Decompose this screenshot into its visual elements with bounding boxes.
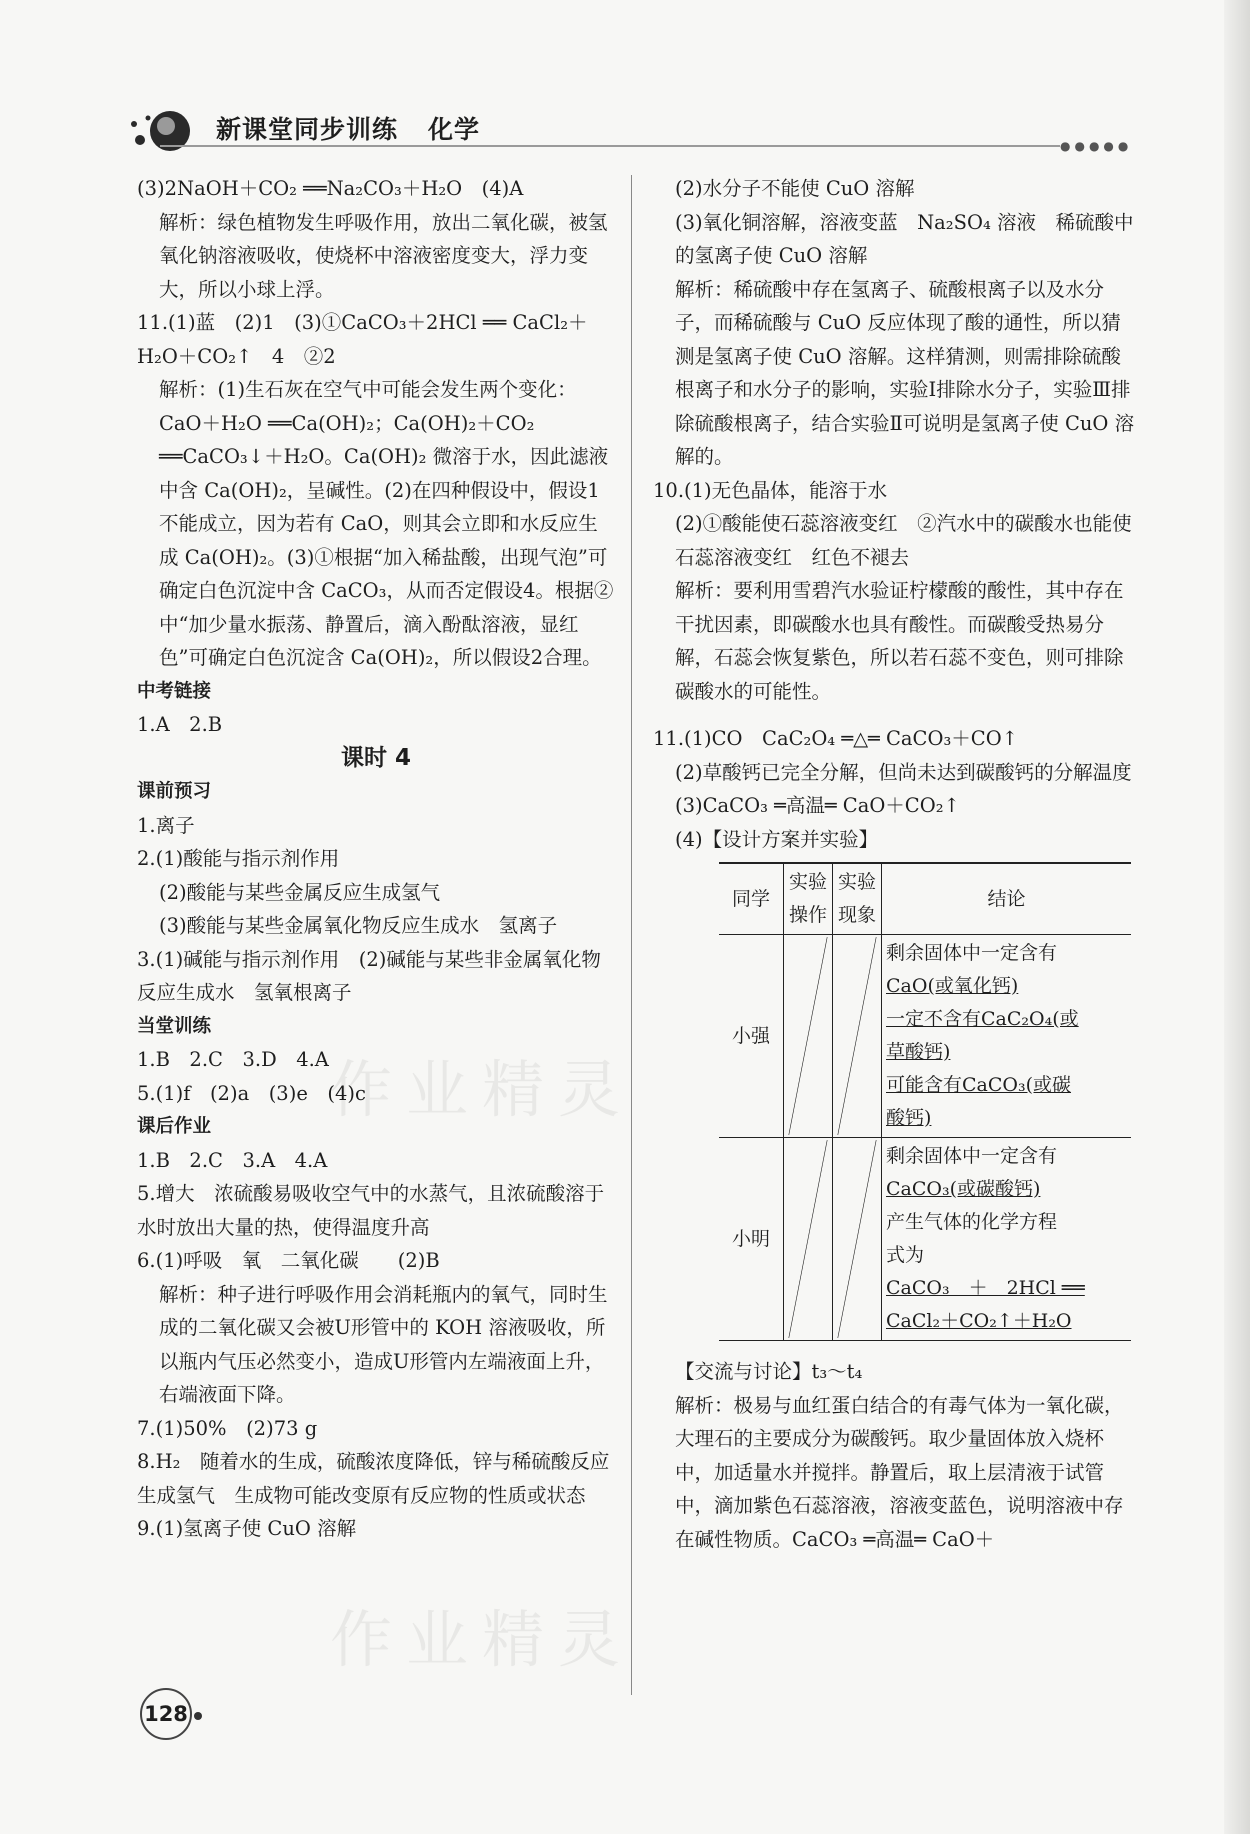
conclusion-line: CaO(或氧化钙) bbox=[886, 975, 1019, 997]
preview-item: 1.离子 bbox=[137, 813, 195, 837]
table-row bbox=[719, 935, 1131, 1138]
analysis-paragraph: 解析：极易与血红蛋白结合的有毒气体为一氧化碳，大理石的主要成分为碳酸钙。取少量固体放入烧杯中，加适量水并搅拌。静置后，取上层清液于试管中，滴加紫色石蕊溶液，溶液变蓝色，说明溶液中存在碱性物质。CaCO₃ ═高温═ CaO＋ bbox=[675, 1393, 1124, 1551]
conclusion-line: 酸钙) bbox=[886, 1107, 932, 1129]
empty-cell bbox=[833, 1138, 882, 1341]
experiment-table bbox=[719, 862, 1131, 1341]
analysis-paragraph: 解析：(1)生石灰在空气中可能会发生两个变化：CaO＋H₂O ══Ca(OH)₂；Ca(OH)₂＋CO₂ ══CaCO₃↓＋H₂O。Ca(OH)₂ 微溶于水，因此滤液中含 Ca(OH)₂，呈碱性。(2)在四种假设中，假设1不能成立，因为若有 CaO，则其会立即和水反应生成 Ca(OH)₂。(3)①根据“加入稀盐酸，出现气泡”可确定白色沉淀中含 CaCO₃，从而否定假设4。根据②中“加少量水振荡、静置后，滴入酚酞溶液，显红色”可确定白色沉淀含 Ca(OH)₂，所以假设2合理。 bbox=[159, 378, 614, 669]
answer-line: 11.(1)蓝 (2)1 (3)①CaCO₃＋2HCl ══ CaCl₂＋H₂O＋CO₂↑ 4 ②2 bbox=[137, 311, 588, 368]
empty-cell bbox=[784, 1138, 833, 1341]
class-item: 5.(1)f (2)a (3)e (4)c bbox=[137, 1081, 366, 1105]
answer-line: (3)2NaOH＋CO₂ ══Na₂CO₃＋H₂O (4)A bbox=[137, 177, 524, 200]
conclusion-line: 产生气体的化学方程 bbox=[886, 1211, 1058, 1233]
preview-item: 2.(1)酸能与指示剂作用 bbox=[137, 847, 340, 870]
preview-heading: 课前预习 bbox=[137, 781, 212, 802]
page-number-dot bbox=[194, 1712, 202, 1720]
conclusion-cell bbox=[882, 1138, 1132, 1341]
page-edge-shadow bbox=[1224, 0, 1250, 1834]
analysis-paragraph: 解析：稀硫酸中存在氢离子、硫酸根离子以及水分子，而稀硫酸与 CuO 反应体现了酸的通性，所以猜测是氢离子使 CuO 溶解。这样猜测，则需排除硫酸根离子和水分子的影响，实验Ⅰ排除水分子，实验Ⅲ排除硫酸根离子，结合实验Ⅱ可说明是氢离子使 CuO 溶解的。 bbox=[675, 277, 1135, 468]
analysis-paragraph: 解析：要利用雪碧汽水验证柠檬酸的酸性，其中存在干扰因素，即碳酸水也具有酸性。而碳酸受热易分解，石蕊会恢复紫色，所以若石蕊不变色，则可排除碳酸水的可能性。 bbox=[675, 579, 1124, 703]
table-header-row bbox=[719, 863, 1131, 935]
page-header bbox=[128, 100, 1128, 160]
empty-cell bbox=[833, 935, 882, 1138]
student-cell: 小强 bbox=[719, 935, 784, 1138]
discussion-line: 【交流与讨论】t₃～t₄ bbox=[675, 1360, 863, 1383]
table-header: 结论 bbox=[882, 863, 1132, 935]
table-header: 同学 bbox=[719, 863, 784, 935]
header-rule bbox=[160, 145, 1060, 147]
answer-line: (2)草酸钙已完全分解，但尚未达到碳酸钙的分解温度 bbox=[675, 760, 1132, 784]
conclusion-cell bbox=[882, 935, 1132, 1138]
homework-item: 6.(1)呼吸 氧 二氧化碳 (2)B bbox=[137, 1249, 440, 1272]
logo-icon bbox=[128, 106, 198, 156]
preview-item: 3.(1)碱能与指示剂作用 (2)碱能与某些非金属氧化物反应生成水 氢氧根离子 bbox=[137, 947, 601, 1004]
conclusion-line: CaCO₃ ＋ 2HCl ══ bbox=[886, 1277, 1085, 1299]
preview-item: (3)酸能与某些金属氧化物反应生成水 氢离子 bbox=[159, 914, 558, 937]
homework-item: 7.(1)50% (2)73 g bbox=[137, 1416, 318, 1440]
conclusion-line: CaCl₂＋CO₂↑＋H₂O bbox=[886, 1310, 1072, 1332]
analysis-paragraph: 解析：种子进行呼吸作用会消耗瓶内的氧气，同时生成的二氧化碳又会被U形管中的 KOH 溶液吸收，所以瓶内气压必然变小，造成U形管内左端液面上升，右端液面下降。 bbox=[159, 1282, 608, 1406]
answer-line: (3)氧化铜溶解，溶液变蓝 Na₂SO₄ 溶液 稀硫酸中的氢离子使 CuO 溶解 bbox=[675, 210, 1134, 267]
answer-line: (4)【设计方案并实验】 bbox=[675, 827, 879, 851]
column-divider bbox=[631, 175, 632, 1695]
conclusion-line: 一定不含有CaC₂O₄(或 bbox=[886, 1008, 1079, 1030]
conclusion-line: CaCO₃(或碳酸钙) bbox=[886, 1178, 1041, 1200]
homework-item: 8.H₂ 随着水的生成，硫酸浓度降低，锌与稀硫酸反应生成氢气 生成物可能改变原有反应物的性质或状态 bbox=[137, 1450, 610, 1507]
conclusion-line: 可能含有CaCO₃(或碳 bbox=[886, 1074, 1072, 1096]
watermark: 作业精灵 bbox=[330, 1053, 635, 1126]
conclusion-line: 剩余固体中一定含有 bbox=[886, 942, 1058, 964]
homework-item: 9.(1)氢离子使 CuO 溶解 bbox=[137, 1517, 357, 1540]
watermark: 作业精灵 bbox=[330, 1603, 635, 1676]
table-header: 实验现象 bbox=[833, 863, 882, 935]
table-header: 实验操作 bbox=[784, 863, 833, 935]
zhongkao-heading: 中考链接 bbox=[137, 680, 212, 702]
answer-line: (2)①酸能使石蕊溶液变红 ②汽水中的碳酸水也能使石蕊溶液变红 红色不褪去 bbox=[675, 512, 1132, 569]
subject-title: 化学 bbox=[428, 115, 481, 144]
header-dots: ●●●●● bbox=[1060, 139, 1133, 153]
class-item: 1.B 2.C 3.D 4.A bbox=[137, 1048, 329, 1071]
left-column bbox=[137, 172, 615, 1546]
empty-cell bbox=[784, 935, 833, 1138]
page-number: 128 bbox=[140, 1688, 192, 1740]
analysis-paragraph: 解析：绿色植物发生呼吸作用，放出二氧化碳，被氢氧化钠溶液吸收，使烧杯中溶液密度变大，浮力变大，所以小球上浮。 bbox=[159, 210, 608, 301]
conclusion-line: 剩余固体中一定含有 bbox=[886, 1145, 1058, 1167]
student-cell: 小明 bbox=[719, 1138, 784, 1341]
homework-item: 1.B 2.C 3.A 4.A bbox=[137, 1148, 328, 1172]
conclusion-line: 式为 bbox=[886, 1244, 925, 1266]
lesson-title: 课时 4 bbox=[340, 744, 411, 771]
answer-line: 10.(1)无色晶体，能溶于水 bbox=[653, 478, 888, 502]
answer-line: 11.(1)CO CaC₂O₄ ═△═ CaCO₃＋CO↑ bbox=[653, 727, 1019, 750]
table-row bbox=[719, 1138, 1131, 1341]
page-title bbox=[216, 110, 480, 146]
preview-item: (2)酸能与某些金属反应生成氢气 bbox=[159, 880, 441, 904]
zhongkao-answers: 1.A 2.B bbox=[137, 713, 223, 736]
right-column bbox=[653, 172, 1139, 1556]
book-title: 新课堂同步训练 bbox=[216, 115, 399, 144]
class-heading: 当堂训练 bbox=[137, 1015, 212, 1037]
conclusion-line: 草酸钙) bbox=[886, 1041, 951, 1063]
answer-line: (2)水分子不能使 CuO 溶解 bbox=[675, 177, 915, 200]
homework-item: 5.增大 浓硫酸易吸收空气中的水蒸气，且浓硫酸溶于水时放出大量的热，使得温度升高 bbox=[137, 1182, 605, 1239]
answer-line: (3)CaCO₃ ═高温═ CaO＋CO₂↑ bbox=[675, 794, 960, 817]
homework-heading: 课后作业 bbox=[137, 1116, 212, 1137]
